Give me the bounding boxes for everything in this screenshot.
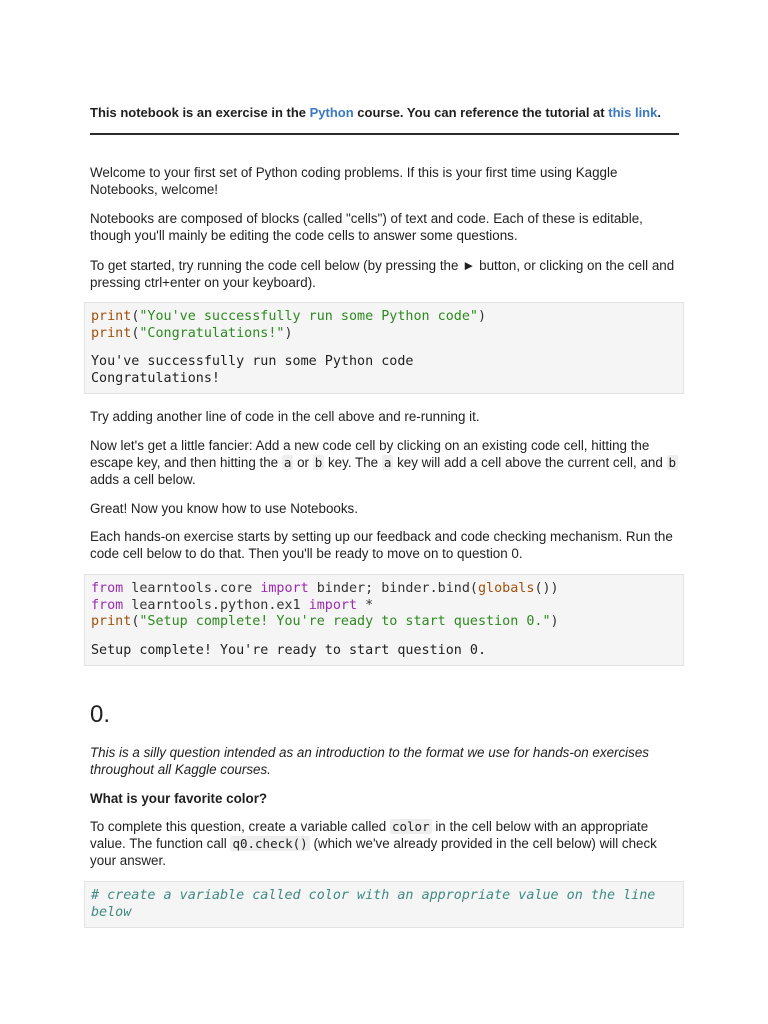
- code-token: print: [91, 309, 132, 324]
- silly-question-paragraph: This is a silly question intended as an introduction to the format we use for hands-on exercises throughout all Kaggle courses.: [90, 745, 649, 777]
- code-token: print: [91, 614, 132, 629]
- inline-code-b: b: [314, 455, 323, 470]
- inline-code-a: a: [383, 455, 392, 470]
- code-cell-2[interactable]: [84, 574, 684, 666]
- fancier-text: or: [293, 455, 313, 470]
- code-token: (: [131, 325, 140, 341]
- code-cell-1-output: [91, 354, 413, 387]
- code-cell-3-input[interactable]: [91, 888, 655, 921]
- tutorial-link[interactable]: this link: [608, 105, 658, 120]
- code-cell-1[interactable]: [84, 302, 684, 394]
- code-comment: # create a variable called color with an appropriate value on the line: [91, 888, 656, 903]
- code-token: (: [131, 309, 140, 324]
- horizontal-rule: [90, 133, 679, 135]
- welcome-paragraph: Welcome to your first set of Python coding problems. If this is your first time using Kaggle Notebooks, welcome!: [90, 165, 618, 197]
- output-line: Congratulations!: [91, 370, 220, 386]
- setup-intro-paragraph: Each hands-on exercise starts by setting up our feedback and code checking mechanism. Run the code cell below to do that. Then you'll be ready to move on to question 0.: [90, 529, 673, 561]
- output-line: Setup complete! You're ready to start question 0.: [91, 643, 487, 658]
- intro-middle: course. You can reference the tutorial at: [353, 105, 609, 120]
- intro-prefix: This notebook is an exercise in the: [90, 105, 310, 120]
- code-token: binder; binder.bind(: [308, 581, 478, 596]
- fancier-text: adds a cell below.: [90, 472, 196, 487]
- complete-text: in the cell below with an appropriate value. The function call: [90, 819, 649, 851]
- code-token: globals: [478, 581, 535, 596]
- exercise-intro: [90, 104, 680, 122]
- code-token: *: [357, 597, 374, 613]
- code-token: ): [477, 309, 487, 324]
- code-comment: below: [91, 904, 132, 920]
- code-token: ()): [534, 581, 559, 596]
- inline-code-color: color: [391, 819, 430, 834]
- complete-text: To complete this question, create a variable called: [90, 819, 390, 834]
- code-token: ): [550, 614, 559, 629]
- great-paragraph: Great! Now you know how to use Notebooks.: [90, 501, 358, 516]
- code-cell-1-input[interactable]: [91, 309, 486, 342]
- complete-text: (which we've already provided in the cell below) will check your answer.: [90, 836, 657, 868]
- complete-question-paragraph: [90, 818, 680, 869]
- output-line: You've successfully run some Python code: [91, 354, 414, 369]
- fancier-paragraph: [90, 437, 680, 488]
- code-token: (: [131, 614, 140, 629]
- code-token: "Congratulations!": [139, 325, 285, 341]
- code-token: from: [91, 581, 124, 596]
- fancier-text: Now let's get a little fancier: Add a new code cell by clicking on an existing code cell, hitting the escape key, and then hitting the: [90, 438, 650, 470]
- code-token: import: [260, 581, 309, 596]
- cells-intro-paragraph: Notebooks are composed of blocks (called "cells") of text and code. Each of these is editable, though you'll mainly be editing the code cells to answer some questions.: [90, 211, 643, 243]
- try-adding-paragraph: Try adding another line of code in the cell above and re-running it.: [90, 409, 480, 424]
- inline-code-check: q0.check(): [232, 836, 308, 851]
- fancier-text: key. The: [324, 455, 382, 470]
- code-token: print: [91, 325, 132, 341]
- code-token: from: [91, 597, 124, 613]
- code-token: "Setup complete! You're ready to start question 0.": [139, 614, 551, 629]
- code-token: learntools.core: [123, 581, 261, 596]
- inline-code-a: a: [283, 455, 292, 470]
- intro-suffix: .: [657, 105, 661, 120]
- favorite-color-question: What is your favorite color?: [90, 791, 268, 806]
- code-token: learntools.python.ex1: [123, 597, 309, 613]
- fancier-text: key will add a cell above the current cell, and: [393, 455, 667, 470]
- code-token: import: [308, 597, 358, 613]
- get-started-paragraph: To get started, try running the code cell below (by pressing the ► button, or clicking on the cell and pressing ctrl+enter on your keyboard).: [90, 258, 675, 290]
- code-token: "You've successfully run some Python code": [139, 309, 478, 324]
- code-cell-3[interactable]: [84, 881, 684, 928]
- python-course-link[interactable]: Python: [309, 105, 354, 120]
- inline-code-b: b: [668, 455, 677, 470]
- question-heading: 0.: [90, 701, 111, 728]
- code-cell-2-output: [91, 643, 486, 660]
- code-cell-2-input[interactable]: [91, 581, 559, 631]
- code-token: ): [284, 325, 293, 341]
